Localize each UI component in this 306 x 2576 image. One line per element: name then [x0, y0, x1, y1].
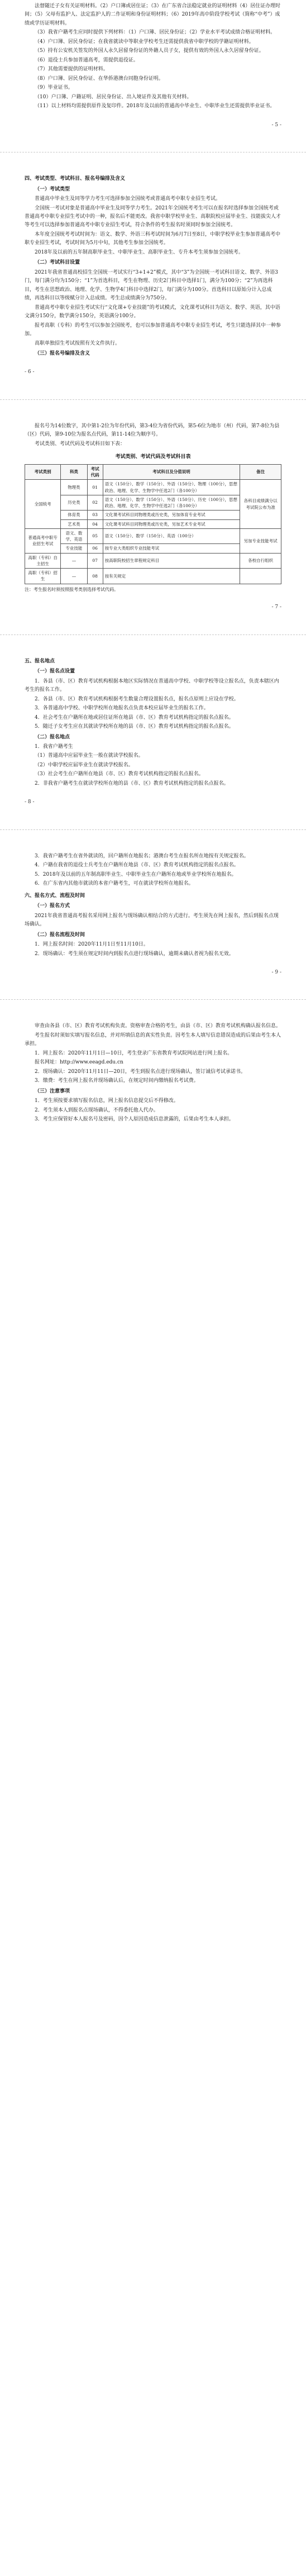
page-separator	[0, 399, 306, 400]
table-cell: 按专业大类组织专业技能考试	[103, 544, 240, 553]
subsection-heading: （三）报名号编排及含义	[35, 351, 90, 356]
table-note: 注：考生报名时须按照报考类别选择考试代码。	[25, 586, 118, 592]
page-3	[25, 422, 281, 612]
section-heading: 四、考试类型、考试科目、报名号编排及含义	[25, 176, 126, 182]
paragraph: 审查由各县（市、区）教育考试机构负责。资格审查合格的考生，由县（市、区）教育考试机构确认报名信息。	[35, 1023, 281, 1029]
table-cell: 03	[87, 511, 103, 519]
table-cell: 01	[87, 480, 103, 495]
paragraph: 4．社会考生在户籍所在地或居住证所在地县（市、区）教育考试机构指定的报名点报名。	[35, 714, 234, 721]
column-header: 备注	[240, 464, 281, 480]
table-cell: 语文（150分）、数学（150分）、外语（150分）、历史（100分），思想政治、地理、化学、生物学中任选2门（各100分）	[103, 495, 240, 511]
table-cell: 02	[87, 495, 103, 511]
paragraph: 普通高考中职专业招生考试实行“文化课+专业技能”的考试模式，文化课考试科目为语文、数学、英语，其中语文满分150分，数学满分150分，英语满分100分。	[25, 304, 280, 319]
paragraph: 3．我省户籍考生在省外就读的，回户籍所在地报名；港澳台考生在报名所在地按有关规定报名。	[35, 853, 249, 859]
table-cell: —	[61, 553, 87, 569]
table-row	[25, 553, 281, 569]
paragraph: 2．非我省户籍考生在就读学校所在地的县（市、区）教育考试机构指定的报名点报名。	[35, 780, 229, 786]
exam-table-wrap	[25, 453, 281, 593]
table-cell: 05	[87, 528, 103, 544]
subsection-heading: （二）考试科目设置	[35, 260, 80, 266]
paragraph: 本年度全国统考考试时间为：语文、数学、外语三科考试时间为6月7日至8日，中职学校毕业生参加普通高考中职专业招生考试，考试时间为5月中旬，其他考生参加全国统考。	[25, 231, 281, 246]
paragraph: 6．在广东省内其他市就读的本省户籍考生，可在就读学校所在地报名。	[35, 881, 194, 887]
table-cell: 高职（专科）自主招生	[25, 553, 61, 569]
table-cell: 按高职院校招生章程规定科目	[103, 553, 240, 569]
table-row	[25, 528, 281, 544]
page-2	[25, 175, 281, 377]
paragraph: 报考高职（专科）的考生可以参加全国统考，也可以参加普通高考中职专业招生考试，考生只能选择其中一种参加。	[25, 322, 281, 337]
table-row	[25, 569, 281, 584]
table-cell: 全国统考	[25, 480, 61, 529]
paragraph: 3．各普通高中学校、中职学校所在地报名点负责本校应届毕业生的报名工作。	[35, 705, 209, 712]
paragraph: 2021年我省普通高校招生全国统一考试实行“3+1+2”模式，其中“3”为全国统一考试科目语文、数学、外语3门，每门满分均为150分；“1”为首选科目，考生在物理、历史2门科目中选择1门，满分为100分；“2”为再选科目，考生在思想政治、地理、化学、生物学4门科目中选择2门，每门满分为100分。首选科目以原始分计入总成绩，再选科目以等级赋分计入总成绩。考生总成绩满分为750分。	[25, 269, 279, 302]
table-cell: 专业技能	[61, 544, 87, 553]
page-6	[25, 1022, 281, 1124]
table-title: 考试类别、考试代码及考试科目表	[115, 454, 191, 460]
table-cell: 08	[87, 569, 103, 584]
table-cell: 04	[87, 519, 103, 528]
table-cell: 物理类	[61, 480, 87, 495]
subsection-heading: （二）报名地点	[35, 734, 70, 740]
paragraph: 4．户籍在我省的退役士兵考生在户籍所在地县（市、区）教育考试机构指定的报名点报名。	[35, 862, 239, 869]
subsection-heading: （二）报名流程及时间	[35, 932, 85, 938]
table-cell: 体育类	[61, 511, 87, 519]
table-header-row	[25, 464, 281, 480]
paragraph: 1．网上报名：2020年11月1日—10日，考生登录广东省教育考试院网站进行网上报名。	[35, 1050, 233, 1056]
item-text: （8）户口簿、居民身份证、在华侨港澳台同胞身份证明。	[35, 75, 164, 82]
paragraph: 考生报名时须如实填写报名信息，并对所填信息的真实性负责。因考生本人填写信息错误造成的后果由考生本人承担。	[25, 1032, 281, 1047]
paragraph: 全国统一考试对象是普通高中毕业生及同等学力考生。2021年全国统考考生可以在报名时选择参加全国统考或普通高考中职专业招生考试中的一种，报名后不能更改。我省中职学校毕业生、高职院校应届毕业生、技能拔尖人才等考生可以选择参加普通高考中职专业招生考试，符合条件的考生报名时须同时参加全国统考。	[25, 205, 281, 228]
table-cell: 语文（150分）、数学（150分）、外语（150分）、物理（100分），思想政治、地理、化学、生物学中任选2门（各100分）	[103, 480, 240, 495]
section-heading: 六、报名方式、流程及时间	[25, 893, 85, 899]
paragraph: 报名号为14位数字，其中第1-2位为年份代码，第3-4位为省份代码，第5-6位为地市（州）代码，第7-8位为县（区）代码，第9-10位为报名点代码，第11-14位为顺序号。	[25, 423, 280, 438]
column-header: 考试类别	[25, 464, 61, 480]
table-cell: 各科目成绩满分以考试院公布为准	[240, 480, 281, 529]
table-cell: 语文（150分）、数学（150分）、英语（100分）	[103, 528, 240, 544]
table-cell: 高职（专科）招生	[25, 569, 61, 584]
table-cell: 06	[87, 544, 103, 553]
subsection-heading: （一）报名点设置	[35, 669, 75, 675]
item-text: （7）其他需要提供的证明材料。	[35, 66, 108, 73]
table-cell: 历史类	[61, 495, 87, 511]
paragraph: 2．各县（市、区）教育考试机构根据考生数量合理设置报名点，报名点原则上应设在学校。	[35, 696, 239, 702]
paragraph: 5．2018年及以前的五年制高职毕业生、中职毕业生在户籍所在地或毕业学校所在地报名。	[35, 871, 237, 877]
exam-table	[25, 464, 281, 584]
page-5	[25, 852, 281, 977]
table-cell: 文化课考试科目同物理类或历史类，另加体育专业考试	[103, 511, 240, 519]
paragraph: 3．考生应保管好本人报名号及密码，因个人原因造成信息泄露的，后果由考生本人承担。	[35, 1117, 234, 1123]
page-separator	[0, 999, 306, 1000]
table-cell: 按有关规定	[103, 569, 240, 584]
paragraph: 高职单独招生考试按照有关文件执行。	[35, 340, 121, 346]
column-header: 考试科目及分值说明	[103, 464, 240, 480]
paragraph: 2．考生须本人到报名点现场确认，不得委托他人代办。	[35, 1107, 159, 1113]
paragraph: 考试类别、考试代码及考试科目如下表：	[35, 441, 126, 447]
table-cell: 07	[87, 553, 103, 569]
item-text: 法督随迁子女有关证明材料。（2）户口簿或居住证；（3）在广东省合法稳定就业的证明材料（4）居住证办理时间；（5）父母有监护人、法定监护人的二作证明和身份证明材料；（6）2019年高中阶段学校考试（简称“中考”）成绩或学历证明材料。	[25, 3, 281, 26]
subsection-heading: （三）注意事项	[35, 1088, 70, 1094]
paragraph: 普通高中毕业生及同等学力考生可选择参加全国统考或普通高考中职专业招生考试。	[35, 196, 221, 202]
item-text: （10）户口簿、户籍证明、居民身份证、出入境证件及其他有关材料。	[35, 94, 192, 100]
table-cell: 另加专业技能考试	[240, 528, 281, 553]
document	[0, 0, 306, 1124]
item-text: （9）毕业证书。	[35, 85, 73, 91]
paragraph: 2021年我省普通高考报名采用网上报名与现场确认相结合的方式进行。考生须先在网上报名，然后到报名点现场确认。	[25, 913, 279, 928]
paragraph: 报名网址：http://www.eeagd.edu.cn	[35, 1060, 123, 1066]
page-number: - 7 -	[271, 604, 281, 610]
page-1	[25, 2, 281, 130]
item-text: （6）退役士兵参加普通高考，需提供退役证。	[35, 57, 138, 63]
paragraph: 2018年及以前的五年制高职毕业生、中职毕业生、高职毕业生、专升本考生须参加全国统考。	[35, 249, 243, 255]
page-number: - 6 -	[25, 369, 35, 375]
table-cell: 文化课考试科目同物理类或历史类，另加艺术专业考试	[103, 519, 240, 528]
paragraph: 3．缴费：考生在网上报名并现场确认后，在规定时间内缴纳报名考试费。	[35, 1078, 199, 1084]
table-cell: 语文、数学、英语	[61, 528, 87, 544]
item-text: （11）以上材料均需提供原件及复印件。2018年及以前的普通高中毕业生、中职毕业生还需提供毕业证书。	[35, 103, 275, 109]
table-cell: 各校自行组织	[240, 553, 281, 569]
item-text: （4）户口簿、居民身份证；在我省就读中等职业学校考生还需提供我省中职学校的学籍证明材料。	[35, 39, 254, 45]
paragraph: 1．各县（市、区）教育考试机构根据本地区实际情况在普通高中学校、中职学校等设立报名点，负责本辖区内考生的报名工作。	[25, 678, 279, 693]
subsection-heading: （一）考试类型	[35, 186, 70, 192]
paragraph: （2）中职学校应届毕业生在就读学校报名。	[35, 762, 133, 768]
table-cell: 普通高考中职专业招生考试	[25, 528, 61, 553]
page-number: - 9 -	[271, 969, 281, 975]
paragraph: （3）社会考生在户籍所在地县（市、区）教育考试机构指定的报名点报名。	[35, 771, 204, 777]
paragraph: 2．现场确认：考生须在规定时间内到报名点进行现场确认，逾期未确认者视为报名无效。	[35, 951, 234, 957]
paragraph: 1．我省户籍考生	[35, 744, 73, 750]
column-header: 科类	[61, 464, 87, 480]
page-number: - 8 -	[25, 799, 35, 805]
table-cell	[240, 569, 281, 584]
item-text: （5）持有公安机关签发的外国人永久居留身份证的外籍人员子女，提供有效的外国人永久居留身份证。	[35, 48, 264, 54]
table-row	[25, 480, 281, 495]
paragraph: 5．随迁子女考生应在其就读学校所在地的县（市、区）教育考试机构指定的报名点报名。	[35, 724, 234, 730]
table-cell: 艺术类	[61, 519, 87, 528]
table-cell: —	[61, 569, 87, 584]
item-text: （3）我省户籍考生应同时提供下列材料：（1）户口簿、居民身份证；（2）学业水平考试成绩合格证明材料。	[35, 30, 276, 36]
page-4	[25, 657, 281, 807]
paragraph: 1．网上报名时间：2020年11月1日至11月10日。	[35, 942, 149, 948]
page-number: - 5 -	[271, 122, 281, 128]
subsection-heading: （一）报名方式	[35, 903, 70, 909]
paragraph: 1．考生须按要求填写报名信息，网上报名信息提交后不得修改。	[35, 1098, 179, 1104]
section-heading: 五、报名地点	[25, 658, 55, 664]
paragraph: （1）普通高中应届毕业生一般在就读学校报名。	[35, 753, 144, 759]
column-header: 考试代码	[87, 464, 103, 480]
page-separator	[0, 829, 306, 830]
paragraph: 2．现场确认：2020年11月11日—20日，考生到报名点进行现场确认，签订诚信考试承诺书。	[35, 1068, 246, 1075]
